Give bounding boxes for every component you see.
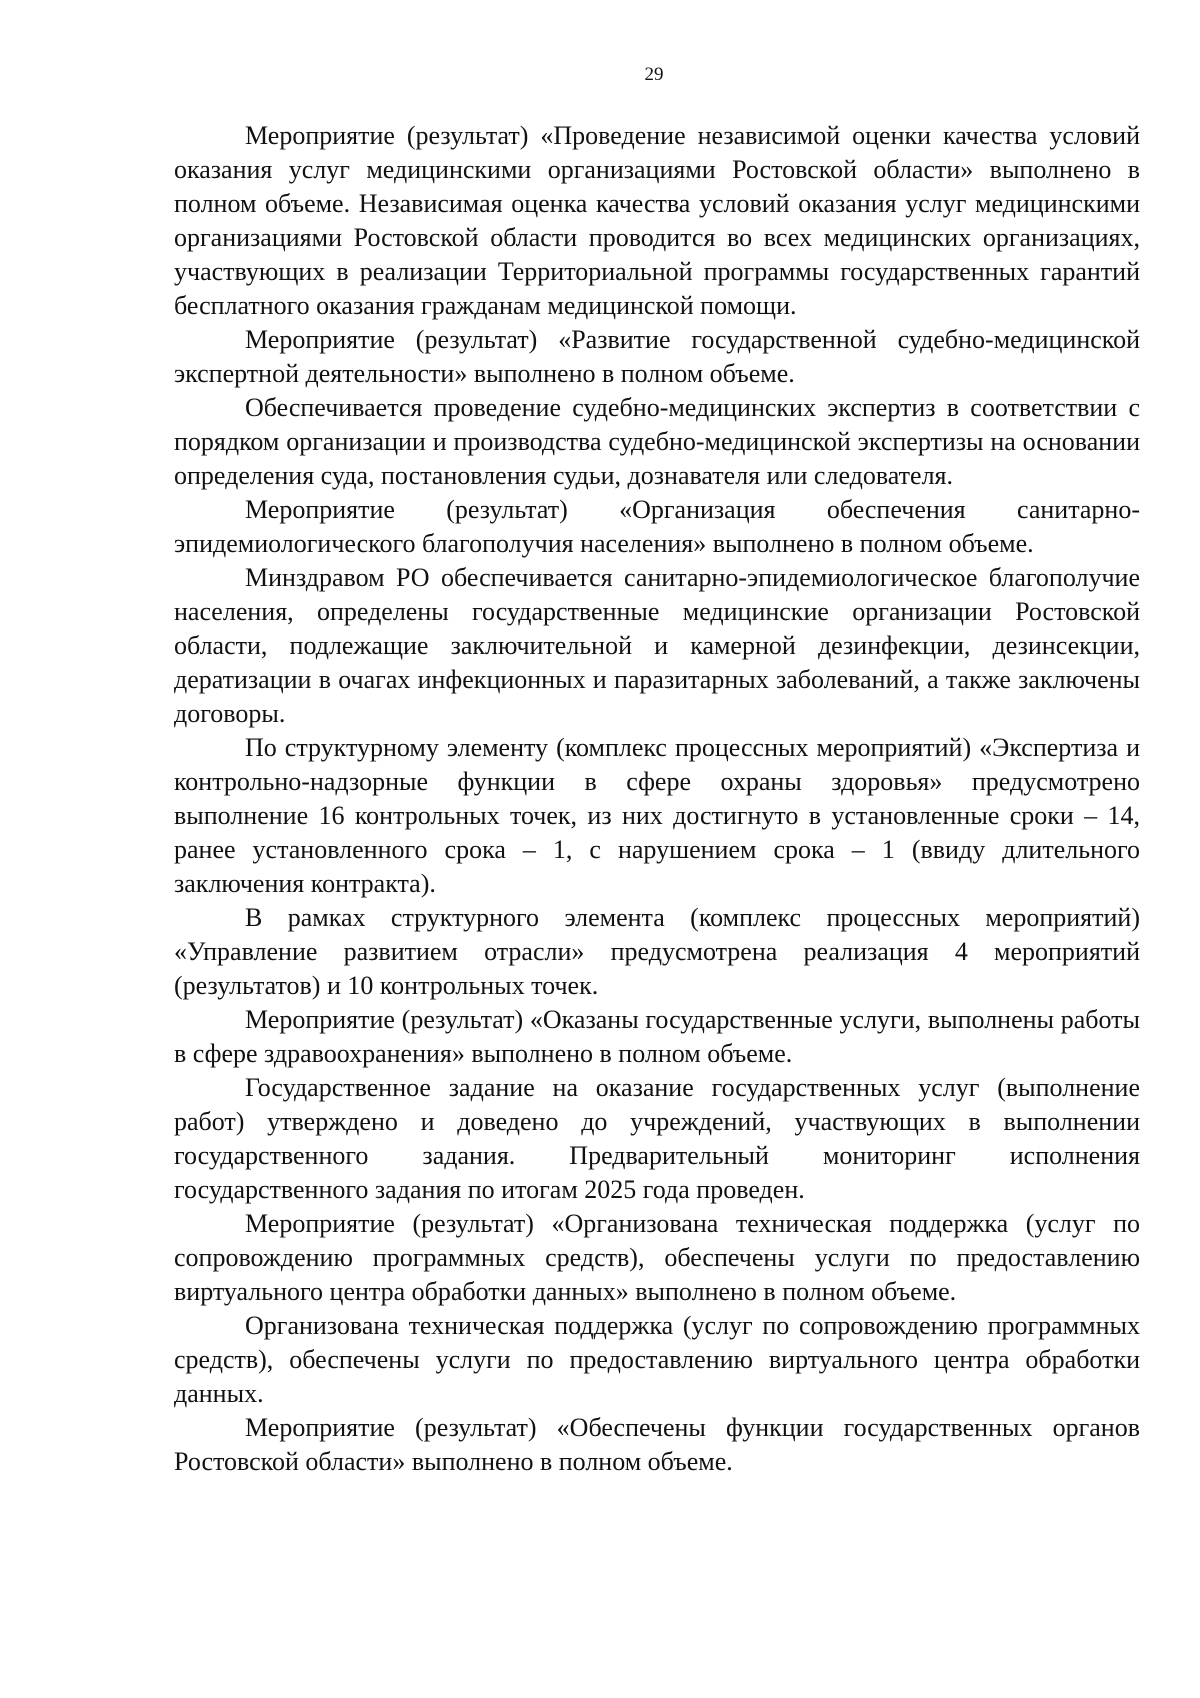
paragraph: Организована техническая поддержка (услуг по сопровождению программных средств), обеспечены услуги по предоставлению виртуального центра обработки данных.	[174, 1311, 1140, 1408]
paragraph: Минздравом РО обеспечивается санитарно-эпидемиологическое благополучие населения, определены государственные медицинские организации Ростовской области, подлежащие заключительной и камерной дезинфекции, дезинсекции, дератизации в очагах инфекционных и паразитарных заболеваний, а также заключены договоры.	[174, 563, 1140, 728]
paragraph: Мероприятие (результат) «Оказаны государственные услуги, выполнены работы в сфере здравоохранения» выполнено в полном объеме.	[174, 1005, 1140, 1068]
paragraph: По структурному элементу (комплекс процессных мероприятий) «Экспертиза и контрольно-надзорные функции в сфере охраны здоровья» предусмотрено выполнение 16 контрольных точек, из них достигнуто в установленные сроки – 14, ранее установленного срока – 1, с нарушением срока – 1 (ввиду длительного заключения контракта).	[174, 733, 1140, 898]
document-body	[174, 119, 1140, 1479]
page-number: 29	[644, 64, 664, 85]
paragraph: Мероприятие (результат) «Развитие государственной судебно-медицинской экспертной деятельности» выполнено в полном объеме.	[174, 325, 1140, 388]
paragraph: Мероприятие (результат) «Обеспечены функции государственных органов Ростовской области» выполнено в полном объеме.	[174, 1413, 1140, 1476]
paragraph: Мероприятие (результат) «Проведение независимой оценки качества условий оказания услуг медицинскими организациями Ростовской области» выполнено в полном объеме. Независимая оценка качества условий оказания услуг медицинскими организациями Ростовской области проводится во всех медицинских организациях, участвующих в реализации Территориальной программы государственных гарантий бесплатного оказания гражданам медицинской помощи.	[174, 121, 1140, 320]
paragraph: Мероприятие (результат) «Организована техническая поддержка (услуг по сопровождению программных средств), обеспечены услуги по предоставлению виртуального центра обработки данных» выполнено в полном объеме.	[174, 1209, 1140, 1306]
paragraph: Обеспечивается проведение судебно-медицинских экспертиз в соответствии с порядком организации и производства судебно-медицинской экспертизы на основании определения суда, постановления судьи, дознавателя или следователя.	[174, 393, 1140, 490]
paragraph: В рамках структурного элемента (комплекс процессных мероприятий) «Управление развитием отрасли» предусмотрена реализация 4 мероприятий (результатов) и 10 контрольных точек.	[174, 903, 1140, 1000]
paragraph: Мероприятие (результат) «Организация обеспечения санитарно-эпидемиологического благополучия населения» выполнено в полном объеме.	[174, 495, 1140, 558]
paragraph: Государственное задание на оказание государственных услуг (выполнение работ) утверждено и доведено до учреждений, участвующих в выполнении государственного задания. Предварительный мониторинг исполнения государственного задания по итогам 2025 года проведен.	[174, 1073, 1140, 1204]
